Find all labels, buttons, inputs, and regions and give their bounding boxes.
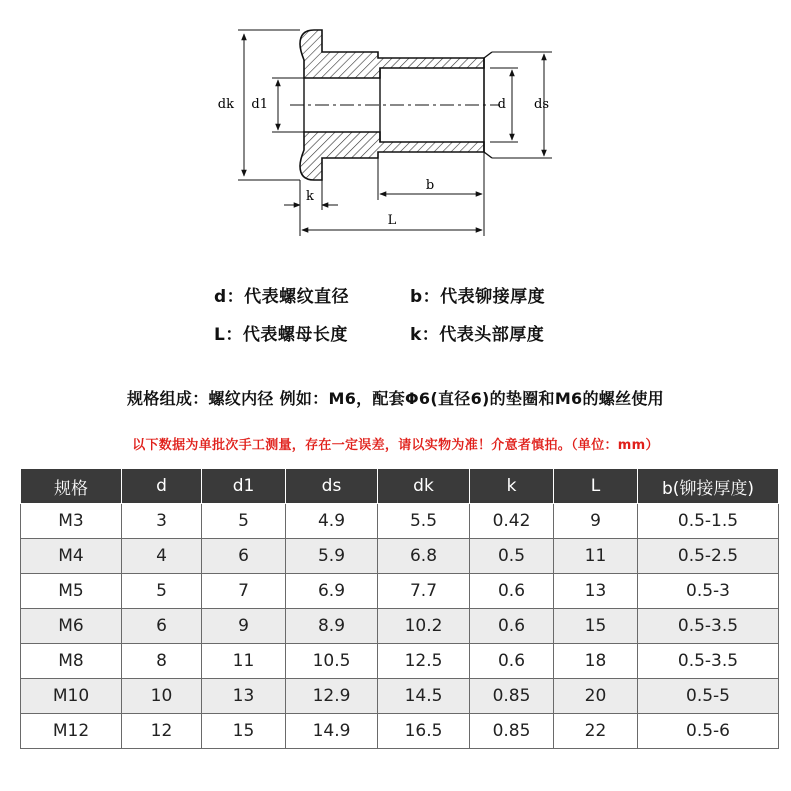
table-cell: M5 — [21, 574, 122, 609]
table-cell: 4 — [122, 539, 202, 574]
table-cell: 0.85 — [470, 679, 554, 714]
table-cell: 8 — [122, 644, 202, 679]
table-cell: 10.2 — [378, 609, 470, 644]
table-cell: 10.5 — [286, 644, 378, 679]
table-row — [21, 714, 779, 749]
table-cell: M4 — [21, 539, 122, 574]
table-cell: 11 — [202, 644, 286, 679]
table-cell: 14.5 — [378, 679, 470, 714]
table-cell: 13 — [554, 574, 638, 609]
table-cell: 0.5-2.5 — [638, 539, 779, 574]
label-dk: dk — [217, 97, 234, 112]
legend-d: d：代表螺纹直径 — [214, 287, 350, 307]
table-row — [21, 644, 779, 679]
part-section — [290, 30, 500, 180]
table-header-row — [21, 469, 779, 504]
table-cell: 0.85 — [470, 714, 554, 749]
table-cell: 0.5 — [470, 539, 554, 574]
table-cell: 9 — [554, 504, 638, 539]
table-cell: 0.5-3 — [638, 574, 779, 609]
table-cell: 15 — [554, 609, 638, 644]
table-cell: 14.9 — [286, 714, 378, 749]
table-cell: 15 — [202, 714, 286, 749]
table-cell: 6 — [122, 609, 202, 644]
table-cell: 8.9 — [286, 609, 378, 644]
table-cell: 0.42 — [470, 504, 554, 539]
legend-k: k：代表头部厚度 — [410, 325, 545, 345]
table-cell: 0.5-1.5 — [638, 504, 779, 539]
table-cell: 6 — [202, 539, 286, 574]
label-d: d — [497, 97, 506, 112]
table-row — [21, 609, 779, 644]
column-header: L — [554, 469, 638, 504]
column-header: b(铆接厚度) — [638, 469, 779, 504]
table-cell: 0.6 — [470, 644, 554, 679]
table-row — [21, 574, 779, 609]
table-cell: 0.6 — [470, 609, 554, 644]
table-cell: M8 — [21, 644, 122, 679]
spec-composition-note: 规格组成：螺纹内径 例如：M6，配套Φ6(直径6)的垫圈和M6的螺丝使用 — [127, 389, 664, 408]
table-row — [21, 539, 779, 574]
table-cell: M10 — [21, 679, 122, 714]
table-cell: 3 — [122, 504, 202, 539]
table-cell: 12.5 — [378, 644, 470, 679]
table-cell: 7 — [202, 574, 286, 609]
table-cell: 13 — [202, 679, 286, 714]
table-cell: 12 — [122, 714, 202, 749]
label-d1: d1 — [251, 97, 268, 112]
table-cell: 6.9 — [286, 574, 378, 609]
table-cell: M12 — [21, 714, 122, 749]
column-header: d1 — [202, 469, 286, 504]
table-cell: 4.9 — [286, 504, 378, 539]
table-cell: 5 — [122, 574, 202, 609]
dimension-labels — [218, 97, 549, 228]
table-cell: 20 — [554, 679, 638, 714]
table-cell: 6.8 — [378, 539, 470, 574]
table-cell: 5.9 — [286, 539, 378, 574]
measurement-warning: 以下数据为单批次手工测量，存在一定误差，请以实物为准！介意者慎拍。（单位：mm） — [132, 438, 659, 453]
label-k: k — [306, 189, 314, 204]
table-cell: 5 — [202, 504, 286, 539]
legend-L: L：代表螺母长度 — [214, 325, 348, 345]
table-cell: 7.7 — [378, 574, 470, 609]
table-row — [21, 679, 779, 714]
table-row — [21, 504, 779, 539]
table-cell: 12.9 — [286, 679, 378, 714]
table-cell: M6 — [21, 609, 122, 644]
label-L: L — [387, 213, 397, 228]
legend-b: b：代表铆接厚度 — [410, 287, 546, 307]
table-cell: 18 — [554, 644, 638, 679]
table-cell: 0.5-3.5 — [638, 609, 779, 644]
label-b: b — [425, 178, 435, 193]
table-cell: 16.5 — [378, 714, 470, 749]
table-cell: 0.5-6 — [638, 714, 779, 749]
label-ds: ds — [534, 97, 549, 112]
table-cell: M3 — [21, 504, 122, 539]
table-cell: 9 — [202, 609, 286, 644]
table-cell: 0.5-3.5 — [638, 644, 779, 679]
column-header: d — [122, 469, 202, 504]
table-cell: 22 — [554, 714, 638, 749]
rivet-nut-dimension-drawing — [0, 0, 791, 250]
table-cell: 5.5 — [378, 504, 470, 539]
table-cell: 0.5-5 — [638, 679, 779, 714]
table-cell: 10 — [122, 679, 202, 714]
spec-table — [20, 468, 779, 749]
column-header: 规格 — [21, 469, 122, 504]
column-header: ds — [286, 469, 378, 504]
table-cell: 11 — [554, 539, 638, 574]
column-header: dk — [378, 469, 470, 504]
table-cell: 0.6 — [470, 574, 554, 609]
column-header: k — [470, 469, 554, 504]
